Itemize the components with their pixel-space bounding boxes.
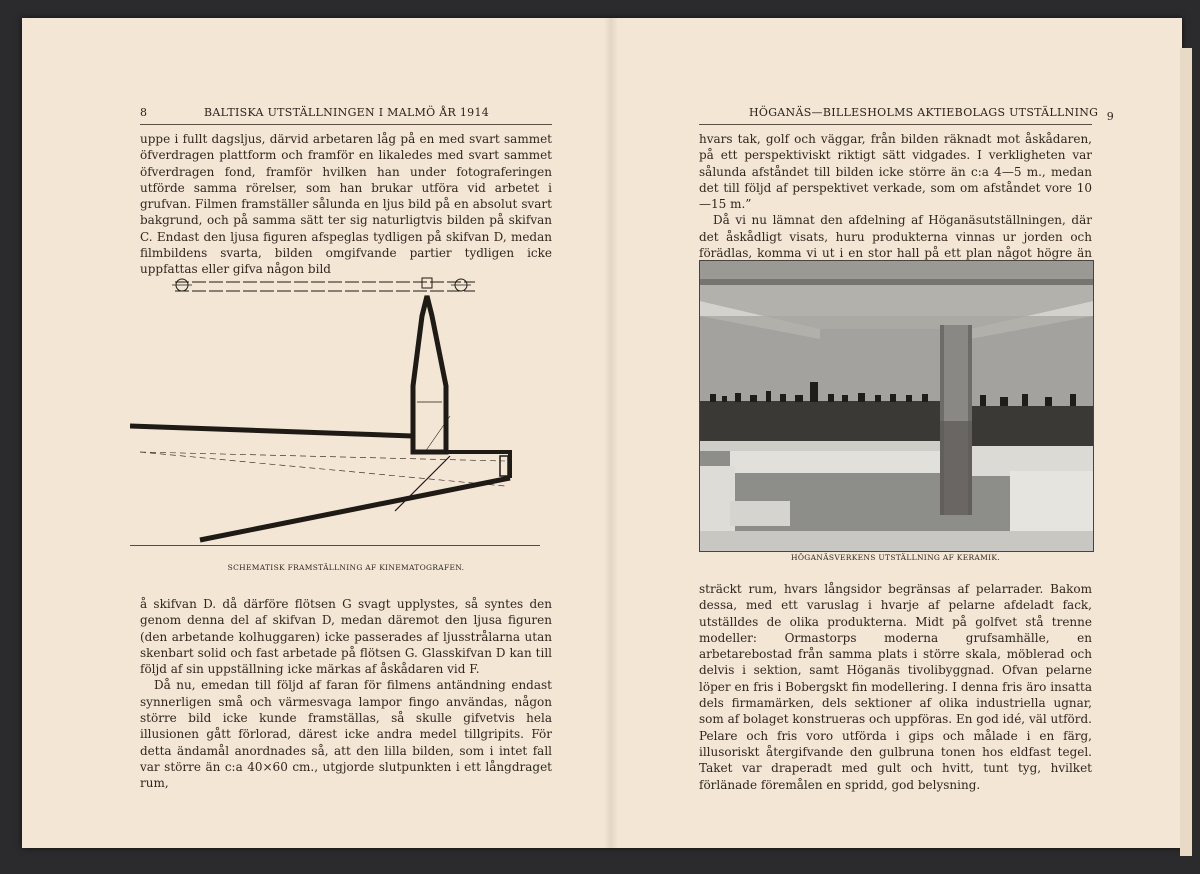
left-page-header	[140, 104, 552, 125]
left-figure-caption: SCHEMATISK FRAMSTÄLLNING AF KINEMATOGRAFEN.	[227, 563, 465, 572]
right-bottom-text	[699, 581, 1092, 793]
ceramics-exhibition-photo	[699, 260, 1094, 552]
left-running-title: BALTISKA UTSTÄLLNINGEN I MALMÖ ÅR 1914	[204, 106, 490, 119]
right-top-text	[699, 131, 1092, 278]
left-top-paragraph: uppe i fullt dagsljus, därvid arbetaren låg på en med svart sammet öfverdragen plattform och framför en likaledes med svart sammet öfverdragen fond, framför hvilken han under fotograferingen utförde samma rörelser, som han brukar utföra vid arbetet i grufvan. Filmen framställer sålunda en ljus bild på en absolut svart bakgrund, och på samma sätt ter sig naturligtvis bilden på skifvan C. Endast den ljusa figuren afspeglas tydligen på skifvan D, medan filmbildens svarta, bilden omgifvande partier tydligen icke uppfattas eller gifva någon bild	[140, 132, 552, 277]
right-top-paragraph-1: hvars tak, golf och väggar, från bilden räknadt mot åskådaren, på ett perspektiviskt riktigt sätt vidgades. I verkligheten var sålunda afståndet till bilden icke större än c:a 4—5 m., medan det till följd af perspektivet verkade, som om afståndet vore 10—15 m.”	[699, 132, 1092, 212]
right-top-paragraph-2: Då vi nu lämnat den afdelning af Höganäsutställningen, där det åskådligt visats, huru produkterna vinnas ur jorden och förädlas, komma vi ut i en stor hall på ett plan något högre än	[699, 213, 1092, 261]
right-page-number: 9	[1106, 110, 1114, 123]
left-top-text	[140, 131, 552, 278]
left-bottom-paragraph-2: Då nu, emedan till följd af faran för filmens antändning endast synnerligen små och värmesvaga lampor fingo användas, någon större bild icke kunde framställas, så skulle gifvetvis hela illusionen gått förlorad, därest icke andra medel tillgripits. För detta ändamål anordnades så, att den lilla bilden, som i intet fall var större än c:a 40×60 cm., utgjorde slutpunkten i ett långdraget rum,	[140, 678, 552, 791]
right-page-header	[699, 104, 1114, 125]
left-page-number: 8	[140, 106, 148, 119]
right-bottom-paragraph: sträckt rum, hvars långsidor begränsas af pelarrader. Bakom dessa, med ett varuslag i hvarje af pelarne afdeladt fack, utställdes de olika produkterna. Midt på golfvet stå trenne modeller: Ormastorps moderna grufsamhälle, en arbetarebostad från samma plats i större skala, möblerad och delvis i sektion, samt Höganäs tivolibyggnad. Ofvan pelarne löper en fris i Bobergskt fin modellering. I denna fris äro insatta dels firmamärken, dels sektioner af olika industriella ugnar, som af bolaget konstrueras och uppföras. En god idé, väl utförd. Pelare och fris voro utförda i gips och målade i en färg, illusoriskt återgifvande den gulbruna tonen hos eldfast tegel. Taket var draperadt med gult och hvitt, tunt tyg, hvilket förlänade föremålen en spridd, god belysning.	[699, 582, 1092, 792]
book-spread	[22, 18, 1182, 848]
right-page	[607, 18, 1182, 848]
left-bottom-paragraph-1: å skifvan D. då därföre flötsen G svagt upplystes, så syntes den genom denna del af skifvan D, medan däremot den ljusa figuren (den arbetande kolhuggaren) icke passerades af ljusstrålarna utan skenbart solid och fast arbetade på flötsen G. Glasskifvan D kan till följd af sin uppställning icke märkas af åskådaren vid F.	[140, 597, 552, 677]
kinematograph-schematic-diagram	[130, 266, 545, 546]
left-bottom-text	[140, 596, 552, 792]
right-figure-caption: HÖGANÄSVERKENS UTSTÄLLNING AF KERAMIK.	[791, 553, 1000, 562]
left-page	[22, 18, 607, 848]
right-running-title: HÖGANÄS—BILLESHOLMS AKTIEBOLAGS UTSTÄLLNING	[749, 106, 1099, 119]
